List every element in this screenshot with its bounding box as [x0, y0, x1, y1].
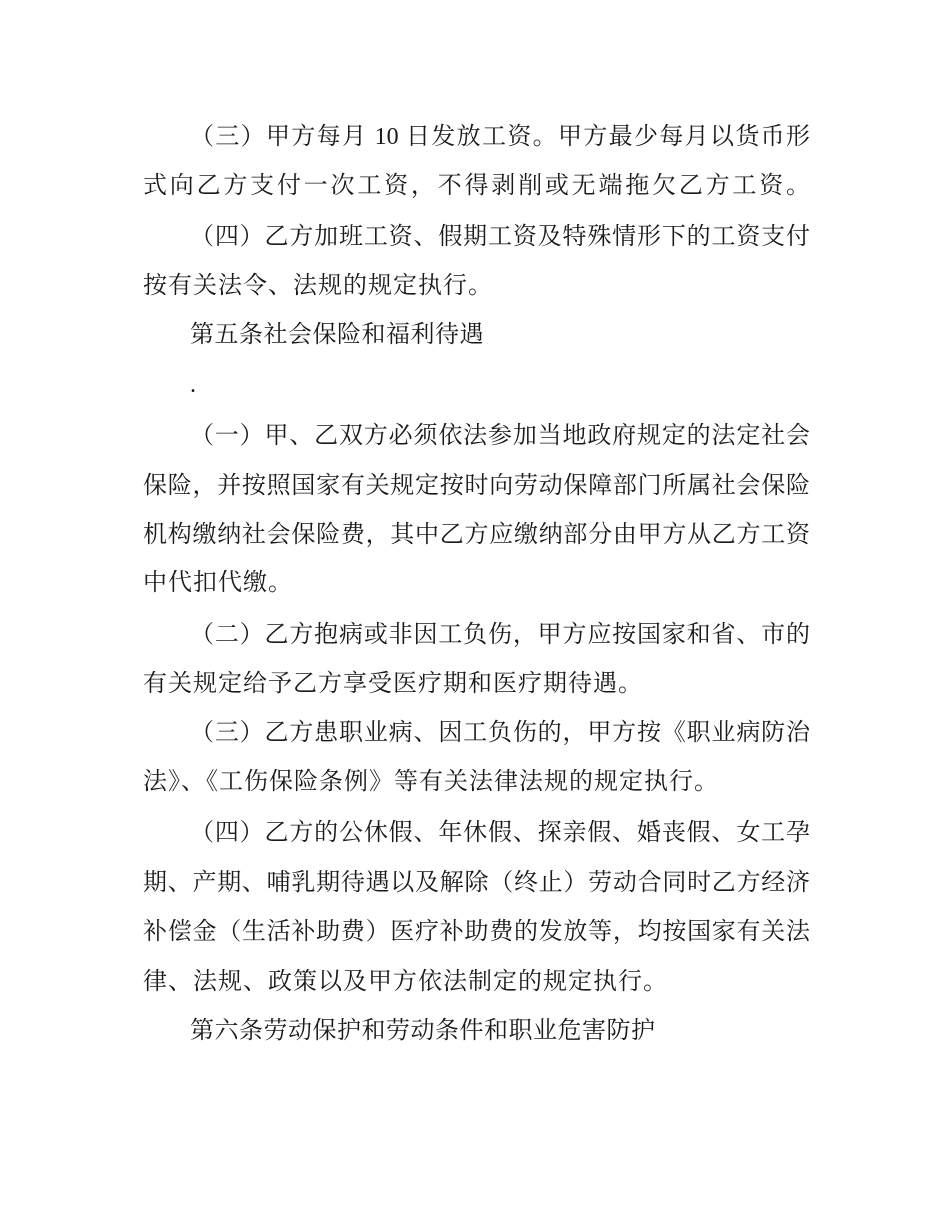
- paragraph-line: 律、法规、政策以及甲方依法制定的规定执行。: [143, 969, 668, 995]
- paragraph-line: 法》、《工伤保险条例》等有关法律法规的规定执行。: [143, 769, 719, 795]
- paragraph-line: 按有关法令、法规的规定执行。: [143, 273, 493, 299]
- section-heading: 第五条社会保险和福利待遇: [190, 322, 484, 348]
- paragraph-line: 保险，并按照国家有关规定按时向劳动保障部门所属社会保险: [143, 473, 810, 499]
- paragraph-line: （一）甲、乙双方必须依法参加当地政府规定的法定社会: [190, 423, 810, 449]
- paragraph-line: 机构缴纳社会保险费，其中乙方应缴纳部分由甲方从乙方工资: [143, 522, 810, 548]
- paragraph-line: （四）乙方的公休假、年休假、探亲假、婚丧假、女工孕: [190, 820, 810, 846]
- section-heading: 第六条劳动保护和劳动条件和职业危害防护: [190, 1018, 656, 1044]
- paragraph-line: 有关规定给予乙方享受医疗期和医疗期待遇。: [143, 671, 643, 697]
- paragraph-line: 式向乙方支付一次工资，不得剥削或无端拖欠乙方工资。: [143, 173, 810, 199]
- paragraph-line: （四）乙方加班工资、假期工资及特殊情形下的工资支付: [190, 224, 810, 250]
- paragraph-line: （二）乙方抱病或非因工负伤，甲方应按国家和省、市的: [190, 622, 810, 648]
- paragraph-line: 中代扣代缴。: [143, 570, 293, 596]
- paragraph-line: （三）乙方患职业病、因工负伤的，甲方按《职业病防治: [190, 720, 810, 746]
- stray-dot: .: [190, 372, 196, 398]
- paragraph-line: 期、产期、哺乳期待遇以及解除（终止）劳动合同时乙方经济: [143, 870, 810, 896]
- paragraph-line: （三）甲方每月 10 日发放工资。甲方最少每月以货币形: [190, 124, 810, 150]
- paragraph-line: 补偿金（生活补助费）医疗补助费的发放等，均按国家有关法: [143, 919, 810, 945]
